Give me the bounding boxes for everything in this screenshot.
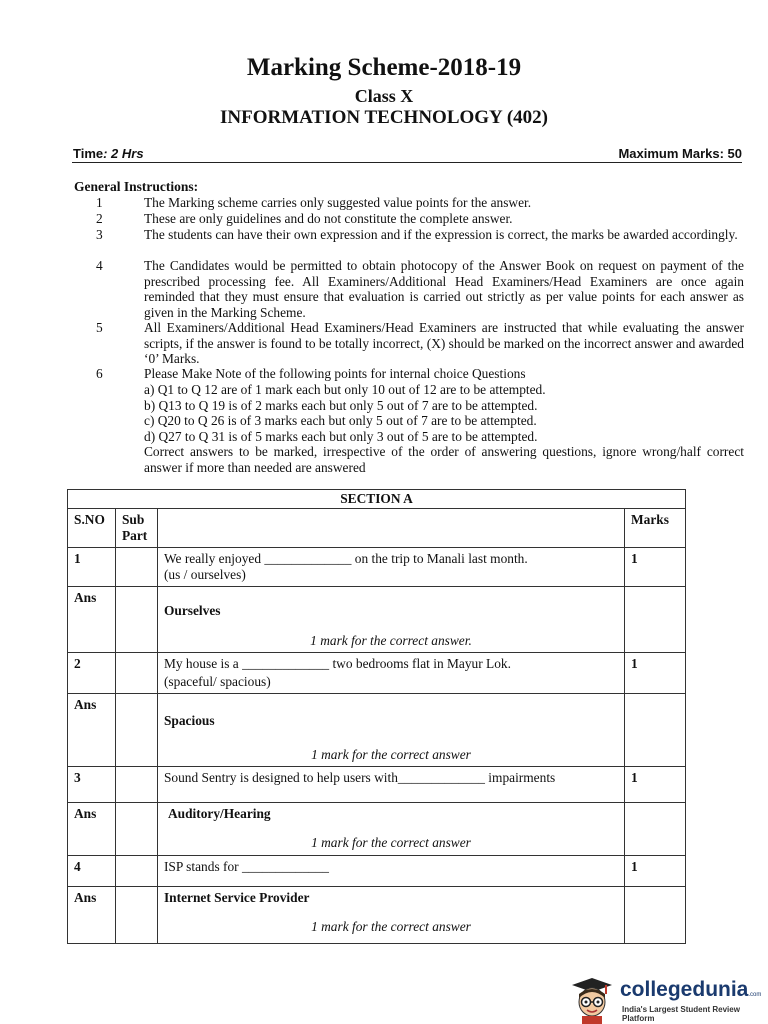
class-label: Class X — [354, 86, 414, 106]
table-row: 1 We really enjoyed _____________ on the trip to Manali last month. (us / ourselves) 1 — [68, 548, 686, 587]
mascot-icon — [572, 978, 612, 1024]
section-a-table — [67, 489, 686, 944]
instruction-item: 3 The students can have their own expression and if the expression is correct, the marks be awarded accordingly. — [96, 227, 738, 242]
time-label: Time — [73, 146, 104, 161]
col-sno-header: S.NO — [68, 509, 116, 548]
logo-wordmark: collegedunia.com — [620, 978, 762, 1001]
answer-text: Auditory/Hearing — [167, 806, 271, 821]
col-subpart-header: Sub Part — [115, 509, 157, 548]
table-row: Ans Spacious 1 mark for the correct answer — [68, 694, 686, 767]
document-title: Marking Scheme-2018-19 — [246, 54, 522, 81]
marking-note: 1 mark for the correct answer — [311, 919, 471, 934]
marking-note: 1 mark for the correct answer — [311, 835, 471, 850]
logo-tagline: India's Largest Student Review Platform — [622, 1005, 740, 1023]
instruction-closing: Correct answers to be marked, irrespective of the order of answering questions, ignore wrong/half correct answer if more than needed are answered — [144, 444, 744, 475]
marking-note: 1 mark for the correct answer — [311, 747, 471, 762]
maximum-marks: Maximum Marks: 50 — [618, 146, 742, 161]
subject-title: INFORMATION TECHNOLOGY (402) — [220, 107, 548, 128]
choice-rule: d) Q27 to Q 31 is of 5 marks each but only 3 out of 5 are to be attempted. — [144, 429, 538, 444]
answer-text: Spacious — [163, 713, 215, 728]
choice-rule: b) Q13 to Q 19 is of 2 marks each but only 5 out of 7 are to be attempted. — [144, 398, 538, 413]
question-text: My house is a _____________ two bedrooms flat in Mayur Lok. (spaceful/ spacious) — [157, 653, 624, 694]
header-divider — [72, 162, 742, 163]
instruction-item: 4 The Candidates would be permitted to obtain photocopy of the Answer Book on request on payment of the prescribed processing fee. All Examiners/Additional Head Examiners/Head Examiners are once again reminded that they must ensure that evaluation is carried out strictly as per value points for each answer as given in the Marking Scheme. — [96, 258, 744, 320]
instruction-item: 2 These are only guidelines and do not constitute the complete answer. — [96, 211, 513, 226]
time-value: : 2 Hrs — [103, 146, 144, 161]
section-heading: SECTION A — [68, 490, 686, 509]
table-row: Ans Ourselves 1 mark for the correct answer. — [68, 587, 686, 653]
answer-text: Internet Service Provider — [163, 890, 310, 905]
choice-rule: a) Q1 to Q 12 are of 1 mark each but only 10 out of 12 are to be attempted. — [144, 382, 546, 397]
table-row: Ans Auditory/Hearing 1 mark for the correct answer — [68, 803, 686, 856]
table-row: Ans Internet Service Provider 1 mark for the correct answer — [68, 887, 686, 944]
col-question-header — [157, 509, 624, 548]
question-text: ISP stands for _____________ — [157, 856, 624, 887]
table-row: 2 My house is a _____________ two bedrooms flat in Mayur Lok. (spaceful/ spacious) 1 — [68, 653, 686, 694]
instruction-item: 5 All Examiners/Additional Head Examiners/Head Examiners are instructed that while evaluating the answer scripts, if the answer is found to be totally incorrect, (X) should be marked on the incorrect answer and awarded ‘0’ Marks. — [96, 320, 744, 367]
marking-note: 1 mark for the correct answer. — [310, 633, 472, 648]
instruction-item: 1 The Marking scheme carries only suggested value points for the answer. — [96, 195, 532, 210]
instruction-item: 6 Please Make Note of the following points for internal choice Questions — [96, 366, 526, 381]
answer-text: Ourselves — [163, 603, 221, 618]
col-marks-header: Marks — [625, 509, 686, 548]
time-allowed — [73, 146, 144, 161]
question-text: We really enjoyed _____________ on the trip to Manali last month. (us / ourselves) — [157, 548, 624, 587]
choice-rule: c) Q20 to Q 26 is of 3 marks each but only 5 out of 7 are to be attempted. — [144, 413, 537, 428]
question-text: Sound Sentry is designed to help users with_____________ impairments — [157, 767, 624, 803]
collegedunia-logo — [566, 968, 762, 1024]
instructions-heading: General Instructions: — [74, 179, 199, 194]
table-row: 3 Sound Sentry is designed to help users with_____________ impairments 1 — [68, 767, 686, 803]
table-row: 4 ISP stands for _____________ 1 — [68, 856, 686, 887]
